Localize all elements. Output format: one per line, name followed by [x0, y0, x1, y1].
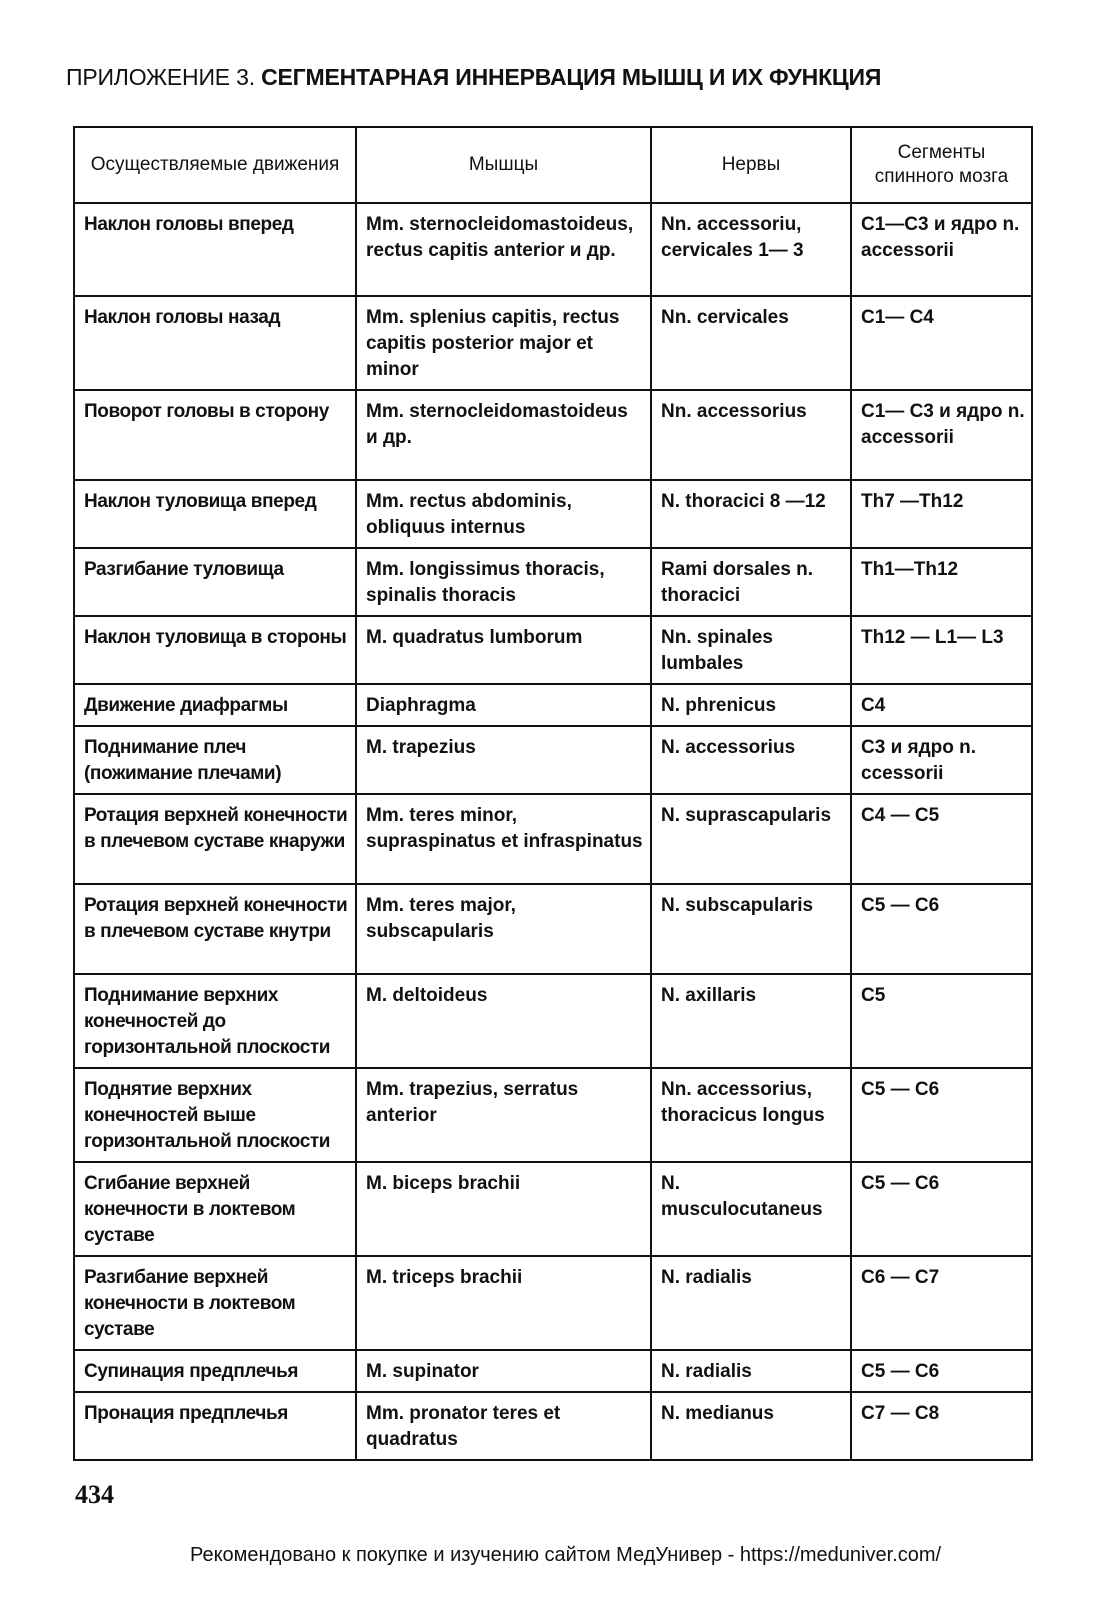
- segment-cell: C1— C3 и ядро n. accessorii: [851, 390, 1032, 480]
- segment-cell: C5 — C6: [851, 1350, 1032, 1392]
- table-row: [74, 616, 1032, 684]
- muscle-cell: Mm. rectus abdominis, obliquus internus: [356, 480, 651, 548]
- page-number: 434: [75, 1480, 114, 1509]
- movement-cell: Поворот головы в сторону: [74, 390, 356, 480]
- nerve-cell: N. accessorius: [651, 726, 851, 794]
- nerve-cell: N. phrenicus: [651, 684, 851, 726]
- movement-cell: Наклон туловища в стороны: [74, 616, 356, 684]
- muscle-cell: Diaphragma: [356, 684, 651, 726]
- header-segments: Сегменты спинного мозга: [851, 127, 1032, 203]
- muscle-cell: Mm. trapezius, serratus anterior: [356, 1068, 651, 1162]
- footer-note: Рекомендовано к покупке и изучению сайтом МедУнивер - https://meduniver.com/: [190, 1544, 942, 1566]
- nerve-cell: N. musculocutaneus: [651, 1162, 851, 1256]
- nerve-cell: N. subscapularis: [651, 884, 851, 974]
- movement-cell: Поднятие верхних конечностей выше горизонтальной плоскости: [74, 1068, 356, 1162]
- segment-cell: C6 — C7: [851, 1256, 1032, 1350]
- nerve-cell: N. radialis: [651, 1256, 851, 1350]
- table-header-row: [74, 127, 1032, 203]
- muscle-cell: Mm. teres major, subscapularis: [356, 884, 651, 974]
- movement-cell: Разгибание туловища: [74, 548, 356, 616]
- nerve-cell: N. medianus: [651, 1392, 851, 1460]
- page-title: [66, 64, 1056, 91]
- muscle-cell: Mm. splenius capitis, rectus capitis posterior major et minor: [356, 296, 651, 390]
- table-row: [74, 726, 1032, 794]
- movement-cell: Наклон головы вперед: [74, 203, 356, 296]
- muscle-cell: Mm. sternocleidomastoideus, rectus capitis anterior и др.: [356, 203, 651, 296]
- title-main: СЕГМЕНТАРНАЯ ИННЕРВАЦИЯ МЫШЦ И ИХ ФУНКЦИЯ: [261, 64, 882, 90]
- nerve-cell: N. axillaris: [651, 974, 851, 1068]
- table-row: [74, 296, 1032, 390]
- header-nerves: Нервы: [651, 127, 851, 203]
- segment-cell: C5 — C6: [851, 1068, 1032, 1162]
- table-row: [74, 684, 1032, 726]
- table-row: [74, 1256, 1032, 1350]
- nerve-cell: Rami dorsales n. thoracici: [651, 548, 851, 616]
- segment-cell: C7 — C8: [851, 1392, 1032, 1460]
- movement-cell: Наклон головы назад: [74, 296, 356, 390]
- header-movements: Осуществляемые движения: [74, 127, 356, 203]
- movement-cell: Движение диафрагмы: [74, 684, 356, 726]
- nerve-cell: N. thoracici 8 —12: [651, 480, 851, 548]
- muscle-cell: M. deltoideus: [356, 974, 651, 1068]
- nerve-cell: N. radialis: [651, 1350, 851, 1392]
- movement-cell: Пронация предплечья: [74, 1392, 356, 1460]
- segment-cell: C5 — C6: [851, 884, 1032, 974]
- muscle-cell: M. supinator: [356, 1350, 651, 1392]
- segment-cell: C4: [851, 684, 1032, 726]
- segment-cell: Th12 — L1— L3: [851, 616, 1032, 684]
- title-prefix: ПРИЛОЖЕНИЕ 3.: [66, 64, 262, 90]
- nerve-cell: N. suprascapularis: [651, 794, 851, 884]
- segment-cell: Th1—Th12: [851, 548, 1032, 616]
- movement-cell: Супинация предплечья: [74, 1350, 356, 1392]
- movement-cell: Ротация верхней конечности в плечевом суставе кнаружи: [74, 794, 356, 884]
- muscle-cell: Mm. sternocleidomastoideus и др.: [356, 390, 651, 480]
- muscle-cell: Mm. pronator teres et quadratus: [356, 1392, 651, 1460]
- nerve-cell: Nn. accessorius, thoracicus longus: [651, 1068, 851, 1162]
- movement-cell: Разгибание верхней конечности в локтевом суставе: [74, 1256, 356, 1350]
- table-row: [74, 1162, 1032, 1256]
- nerve-cell: Nn. cervicales: [651, 296, 851, 390]
- header-muscles: Мышцы: [356, 127, 651, 203]
- table-row: [74, 884, 1032, 974]
- nerve-cell: Nn. accessoriu, cervicales 1— 3: [651, 203, 851, 296]
- muscle-cell: M. triceps brachii: [356, 1256, 651, 1350]
- table-row: [74, 203, 1032, 296]
- segment-cell: Th7 —Th12: [851, 480, 1032, 548]
- muscle-cell: M. trapezius: [356, 726, 651, 794]
- segment-cell: C5: [851, 974, 1032, 1068]
- table-row: [74, 974, 1032, 1068]
- movement-cell: Ротация верхней конечности в плечевом суставе кнутри: [74, 884, 356, 974]
- muscle-cell: M. biceps brachii: [356, 1162, 651, 1256]
- movement-cell: Наклон туловища вперед: [74, 480, 356, 548]
- table-row: [74, 794, 1032, 884]
- muscle-cell: Mm. teres minor, supraspinatus et infraspinatus: [356, 794, 651, 884]
- table-row: [74, 1392, 1032, 1460]
- muscle-cell: M. quadratus lumborum: [356, 616, 651, 684]
- muscle-cell: Mm. longissimus thoracis, spinalis thoracis: [356, 548, 651, 616]
- segment-cell: C3 и ядро n. ccessorii: [851, 726, 1032, 794]
- table-row: [74, 548, 1032, 616]
- nerve-cell: Nn. accessorius: [651, 390, 851, 480]
- table-row: [74, 480, 1032, 548]
- movement-cell: Поднимание плеч (пожимание плечами): [74, 726, 356, 794]
- table-row: [74, 1068, 1032, 1162]
- movement-cell: Сгибание верхней конечности в локтевом суставе: [74, 1162, 356, 1256]
- segment-cell: C1—C3 и ядро n. accessorii: [851, 203, 1032, 296]
- segment-cell: C5 — C6: [851, 1162, 1032, 1256]
- nerve-cell: Nn. spinales lumbales: [651, 616, 851, 684]
- movement-cell: Поднимание верхних конечностей до горизонтальной плоскости: [74, 974, 356, 1068]
- table-row: [74, 1350, 1032, 1392]
- segment-cell: C4 — C5: [851, 794, 1032, 884]
- segment-cell: C1— C4: [851, 296, 1032, 390]
- table-row: [74, 390, 1032, 480]
- innervation-table: [73, 126, 1033, 1461]
